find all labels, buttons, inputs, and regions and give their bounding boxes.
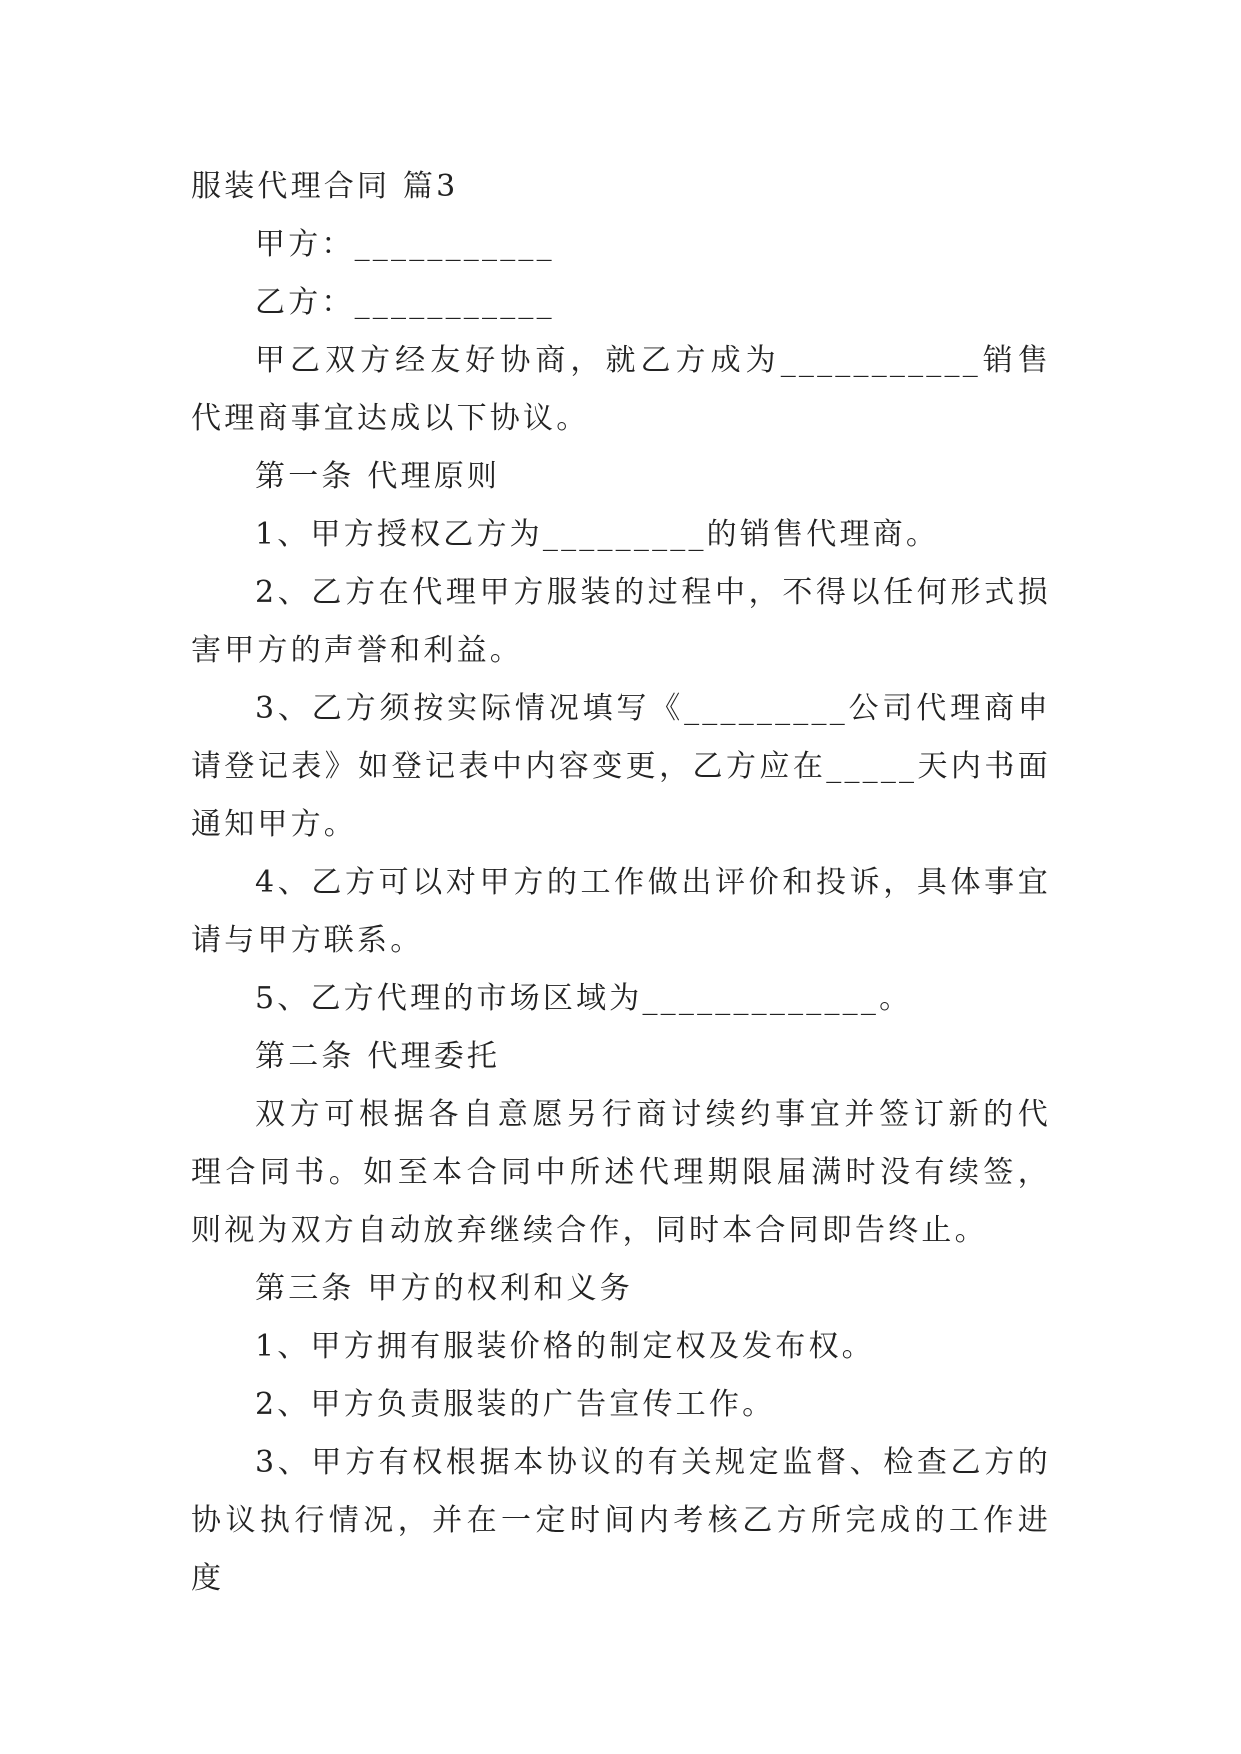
- document-body: [191, 158, 1051, 1608]
- article3-item-1: 1、甲方拥有服装价格的制定权及发布权。: [255, 1329, 875, 1364]
- article2-heading: 第二条 代理委托: [255, 1039, 501, 1074]
- article3-heading: 第三条 甲方的权利和义务: [255, 1271, 633, 1306]
- article3-item-2: 2、甲方负责服装的广告宣传工作。: [255, 1387, 776, 1422]
- preamble-paragraph: 甲乙双方经友好协商，就乙方成为___________销售代理商事宜达成以下协议。: [191, 343, 1051, 436]
- party-a-line: 甲方：___________: [255, 227, 555, 262]
- party-b-line: 乙方：___________: [255, 285, 555, 320]
- article3-item-3: 3、甲方有权根据本协议的有关规定监督、检查乙方的协议执行情况，并在一定时间内考核乙方所完成的工作进度: [191, 1445, 1051, 1596]
- article1-item-1: 1、甲方授权乙方为_________的销售代理商。: [255, 517, 940, 552]
- article1-item-2: 2、乙方在代理甲方服装的过程中，不得以任何形式损害甲方的声誉和利益。: [191, 575, 1051, 668]
- article1-heading: 第一条 代理原则: [255, 459, 501, 494]
- article2-body: 双方可根据各自意愿另行商讨续约事宜并签订新的代理合同书。如至本合同中所述代理期限届满时没有续签，则视为双方自动放弃继续合作，同时本合同即告终止。: [191, 1097, 1051, 1248]
- article1-item-5: 5、乙方代理的市场区域为_____________。: [255, 981, 913, 1016]
- article1-item-3: 3、乙方须按实际情况填写《_________公司代理商申请登记表》如登记表中内容变更，乙方应在_____天内书面通知甲方。: [191, 691, 1051, 842]
- article1-item-4: 4、乙方可以对甲方的工作做出评价和投诉，具体事宜请与甲方联系。: [191, 865, 1051, 958]
- document-title: 服装代理合同 篇3: [191, 169, 459, 204]
